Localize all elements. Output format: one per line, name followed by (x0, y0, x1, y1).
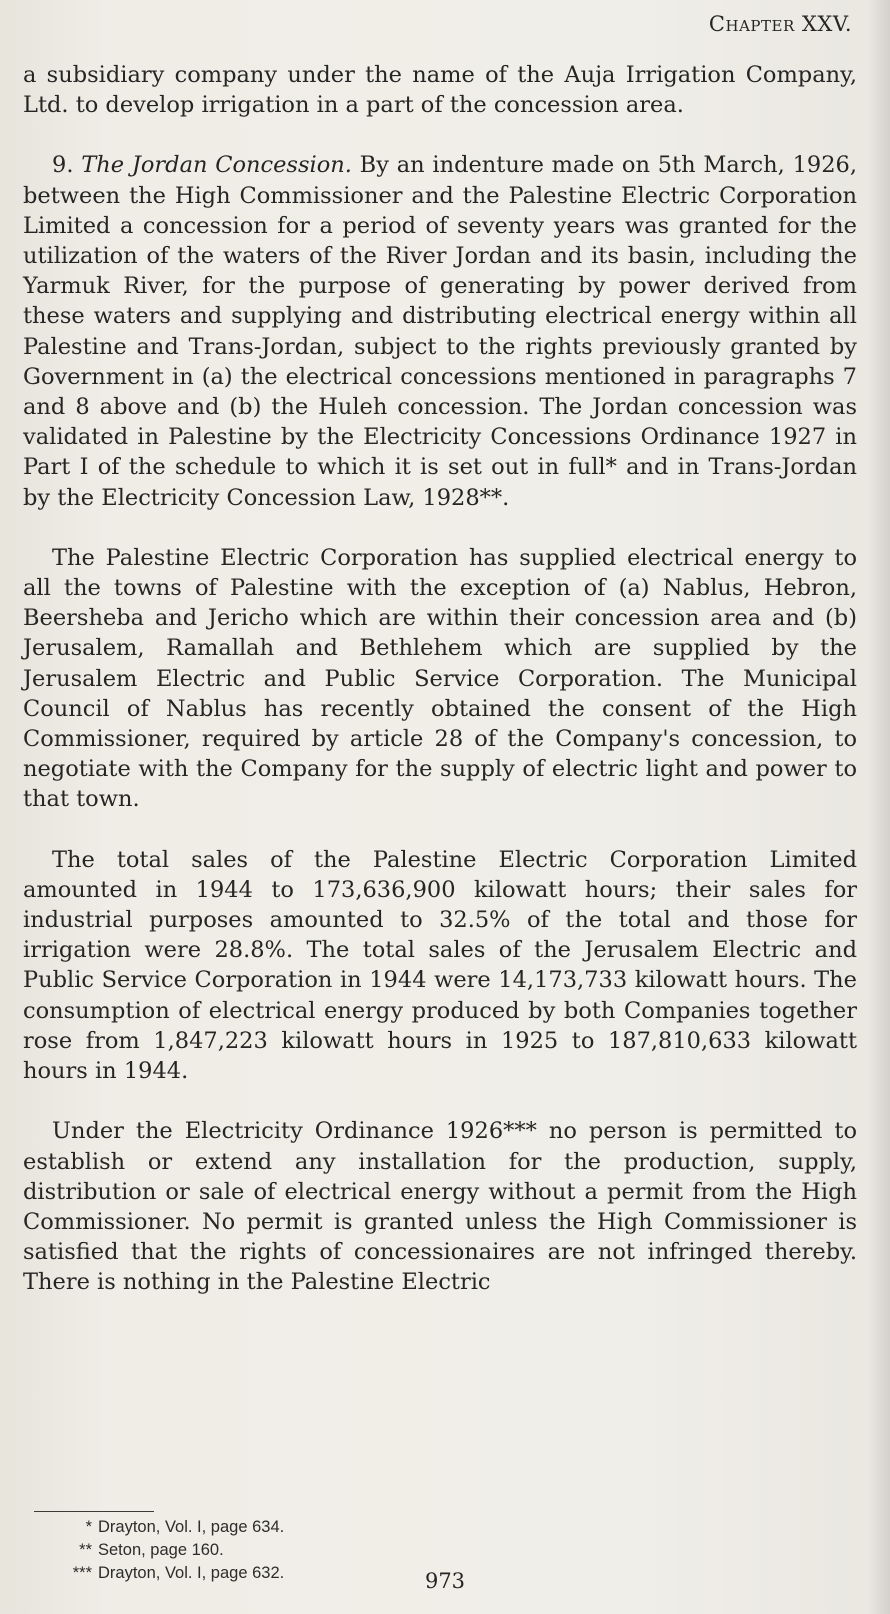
paragraph-supply-towns (23, 543, 857, 815)
footnote-text: Seton, page 160. (98, 1541, 224, 1559)
body-text (23, 60, 857, 1298)
paragraph-total-sales (23, 845, 857, 1087)
footnote-mark: * (85, 1518, 92, 1536)
footnote-mark: *** (72, 1564, 92, 1582)
footnote (50, 1516, 284, 1539)
footnote (50, 1539, 284, 1562)
footnote-text: Drayton, Vol. I, page 634. (98, 1518, 285, 1536)
paragraph-number: 9. (52, 152, 82, 179)
paragraph-title: The Jordan Concession. (81, 152, 352, 179)
paragraph-jordan-concession (23, 150, 857, 512)
paragraph-text: a subsidiary company under the name of the Auja Irrigation Company, Ltd. to develop irrigation in a part of the concession area. (23, 62, 857, 119)
footnote-divider (34, 1511, 154, 1512)
paragraph-text: By an indenture made on 5th March, 1926, between the High Commissioner and the Palestine Electric Corporation Limited a concession for a period of seventy years was granted for the utilization of the waters of the River Jordan and its basin, including the Yarmuk River, for the purpose of generating by power derived from these waters and supplying and distributing electrical energy within all Palestine and Trans-Jordan, subject to the rights previously granted by Government in (a) the electrical concessions mentioned in paragraphs 7 and 8 above and (b) the Huleh concession. The Jordan concession was validated in Palestine by the Electricity Concessions Ordinance 1927 in Part I of the schedule to which it is set out in full* and in Trans-Jordan by the Electricity Concession Law, 1928**. (23, 152, 857, 511)
paragraph-text: The Palestine Electric Corporation has supplied electrical energy to all the towns of Palestine with the exception of (a) Nablus, Hebron, Beersheba and Jericho which are within their concession area and (b) Jerusalem, Ramallah and Bethlehem which are supplied by the Jerusalem Electric and Public Service Corporation. The Municipal Council of Nablus has recently obtained the consent of the High Commissioner, required by article 28 of the Company's concession, to negotiate with the Company for the supply of electric light and power to that town. (23, 544, 857, 813)
page-gutter-shadow (868, 0, 890, 1614)
paragraph-electricity-ordinance (23, 1116, 857, 1297)
footnote-text: Drayton, Vol. I, page 632. (98, 1564, 285, 1582)
paragraph-continuation (23, 60, 857, 120)
paragraph-text: Under the Electricity Ordinance 1926*** no person is permitted to establish or extend any installation for the production, supply, distribution or sale of electrical energy without a permit from the High Commissioner. No permit is granted unless the High Commissioner is satisfied that the rights of concessionaires are not infringed thereby. There is nothing in the Palestine Electric (23, 1118, 857, 1296)
paragraph-gap (23, 120, 857, 150)
page-number: 973 (424, 1569, 466, 1593)
paragraph-gap (23, 513, 857, 543)
paragraph-gap (23, 815, 857, 845)
paragraph-text: The total sales of the Palestine Electric Corporation Limited amounted in 1944 to 173,636,900 kilowatt hours; their sales for industrial purposes amounted to 32.5% of the total and those for irrigation were 28.8%. The total sales of the Jerusalem Electric and Public Service Corporation in 1944 were 14,173,733 kilowatt hours. The consumption of electrical energy produced by both Companies together rose from 1,847,223 kilowatt hours in 1925 to 187,810,633 kilowatt hours in 1944. (23, 846, 857, 1085)
chapter-heading: Chapter XXV. (708, 12, 852, 36)
footnote-mark: ** (79, 1541, 92, 1559)
paragraph-gap (23, 1086, 857, 1116)
